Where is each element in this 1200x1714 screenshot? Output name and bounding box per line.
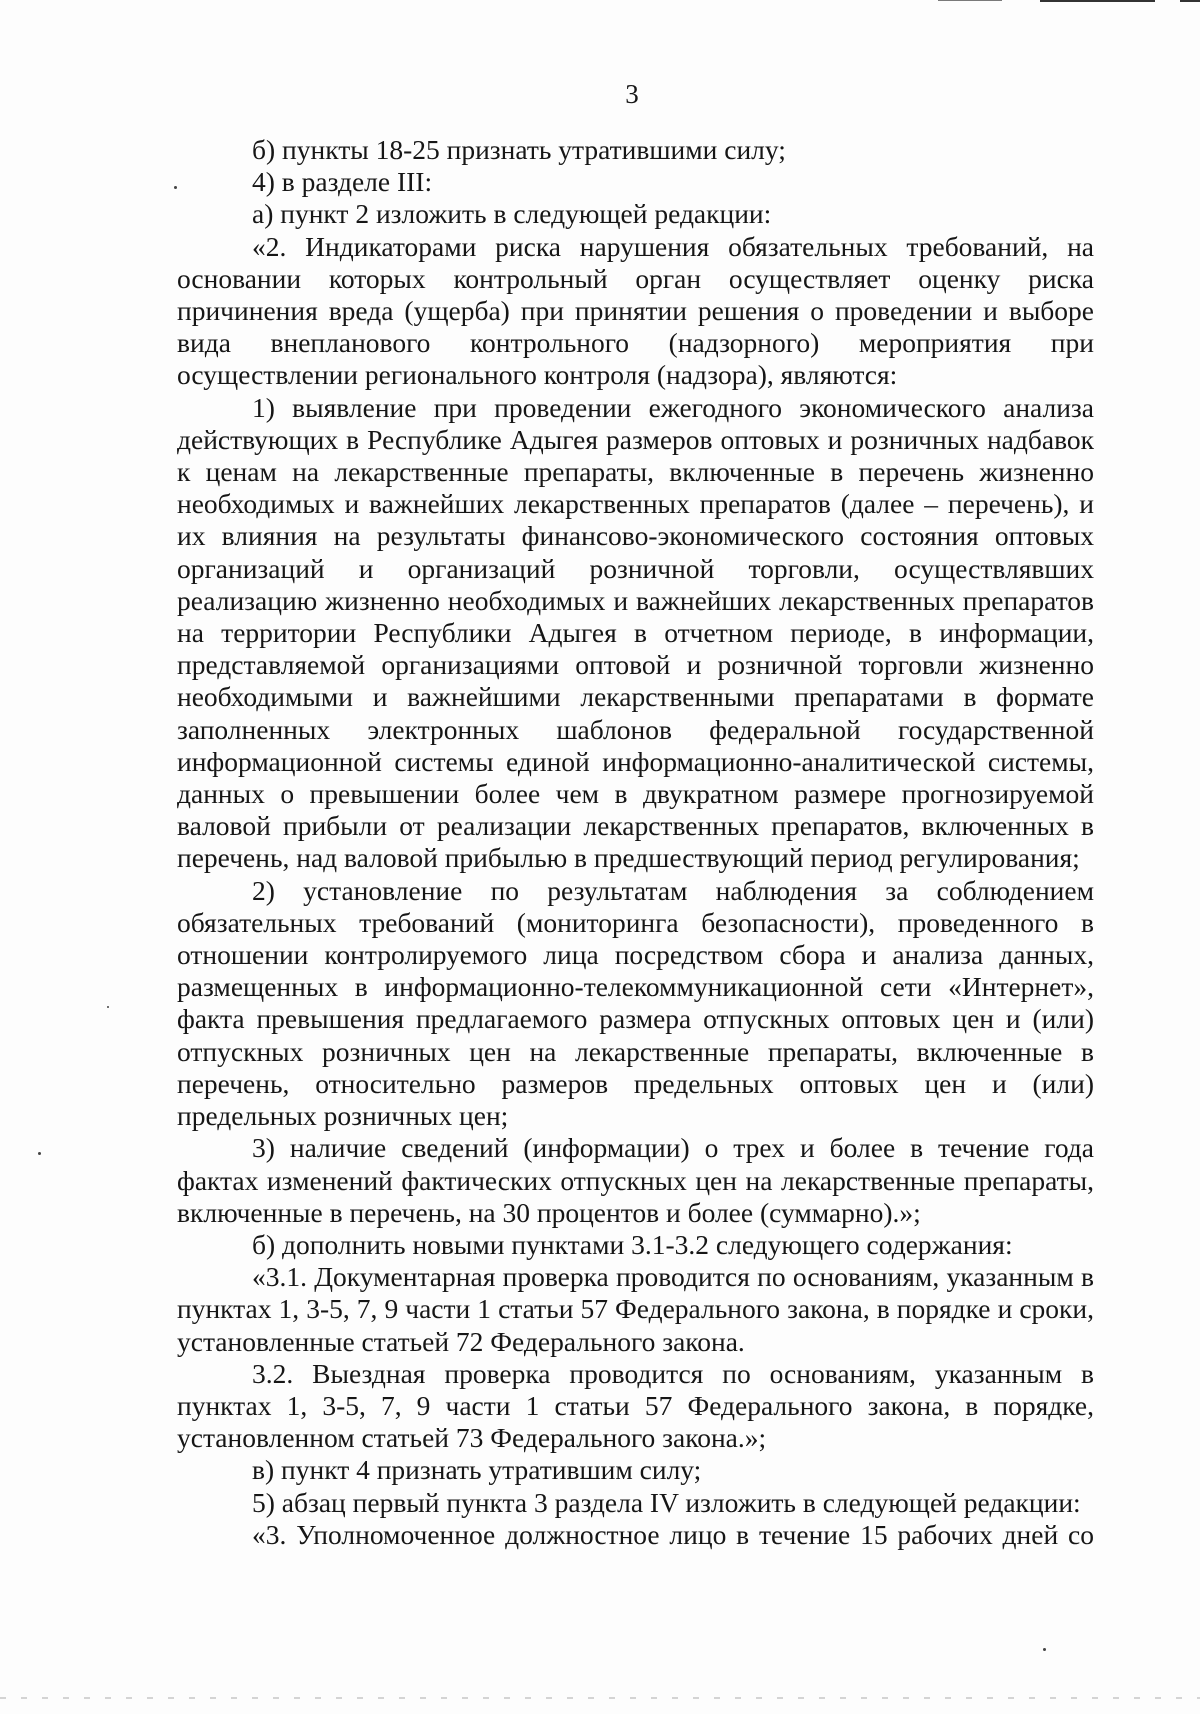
page-number: 3 xyxy=(625,79,639,109)
scan-speck xyxy=(107,1006,109,1008)
scan-artifact-top-line xyxy=(1180,0,1200,2)
paragraph-point-3-start: «3. Уполномоченное должностное лицо в течение 15 рабочих дней со xyxy=(252,1518,1094,1550)
scan-artifact-bottom-noise xyxy=(0,1697,1200,1699)
scan-speck xyxy=(38,1152,41,1155)
paragraph-point-3-1: «3.1. Документарная проверка проводится по основаниям, указанным в пунктах 1, 3-5, 7, 9 части 1 статьи 57 Федерального закона, в порядке и сроки, установленные статьей 72 Федерального закона. xyxy=(177,1261,1094,1357)
paragraph-clause-b-add-points: б) дополнить новыми пунктами 3.1-3.2 следующего содержания: xyxy=(252,1228,1013,1260)
paragraph-point-3-2: 3.2. Выездная проверка проводится по основаниям, указанным в пунктах 1, 3-5, 7, 9 части 1 статьи 57 Федерального закона, в порядке, установленном статьей 73 Федерального закона.»; xyxy=(177,1357,1094,1454)
paragraph-section-iv-amend: 5) абзац первый пункта 3 раздела IV изложить в следующей редакции: xyxy=(252,1486,1081,1518)
paragraph-clause-v-invalidate: в) пункт 4 признать утратившим силу; xyxy=(252,1454,702,1486)
paragraph-clause-b-invalidate: б) пункты 18-25 признать утратившими силу; xyxy=(252,134,786,165)
paragraph-indicator-3: 3) наличие сведений (информации) о трех и более в течение года фактах изменений фактических отпускных цен на лекарственные препараты, включенные в перечень, на 30 процентов и более (суммарно).»; xyxy=(177,1132,1094,1228)
paragraph-clause-a-point-2: а) пункт 2 изложить в следующей редакции: xyxy=(252,198,772,230)
paragraph-section-iii: 4) в разделе III: xyxy=(252,166,433,198)
document-body xyxy=(177,134,1094,1551)
paragraph-indicator-2: 2) установление по результатам наблюдения за соблюдением обязательных требований (мониторинга безопасности), проведенного в отношении контролируемого лица посредством сбора и анализа данных, размещенных в информационно-телекоммуникационной сети «Интернет», факта превышения предлагаемого размера отпускных оптовых цен и (или) отпускных розничных цен на лекарственные препараты, включенные в перечень, относительно размеров предельных оптовых цен и (или) предельных розничных цен; xyxy=(177,874,1094,1132)
scan-artifact-top-line xyxy=(938,0,1002,1)
scan-artifact-top-line xyxy=(1040,0,1155,2)
paragraph-indicator-1: 1) выявление при проведении ежегодного экономического анализа действующих в Республике Адыгея размеров оптовых и розничных надбавок к ценам на лекарственные препараты, включенные в перечень жизненно необходимых и важнейших лекарственных препаратов (далее – перечень), и их влияния на результаты финансово-экономического состояния оптовых организаций и организаций розничной торговли, осуществлявших реализацию жизненно необходимых и важнейших лекарственных препаратов на территории Республики Адыгея в отчетном периоде, в информации, представляемой организациями оптовой и розничной торговли жизненно необходимыми и важнейшими лекарственными препаратами в формате заполненных электронных шаблонов федеральной государственной информационной системы единой информационно-аналитической системы, данных о превышении более чем в двукратном размере прогнозируемой валовой прибыли от реализации лекарственных препаратов, включенных в перечень, над валовой прибылью в предшествующий период регулирования; xyxy=(177,391,1094,874)
paragraph-risk-indicators: «2. Индикаторами риска нарушения обязательных требований, на основании которых контрольный орган осуществляет оценку риска причинения вреда (ущерба) при принятии решения о проведении и выборе вида внепланового контрольного (надзорного) мероприятия при осуществлении регионального контроля (надзора), являются: xyxy=(177,230,1094,391)
scan-speck xyxy=(1043,1648,1046,1651)
